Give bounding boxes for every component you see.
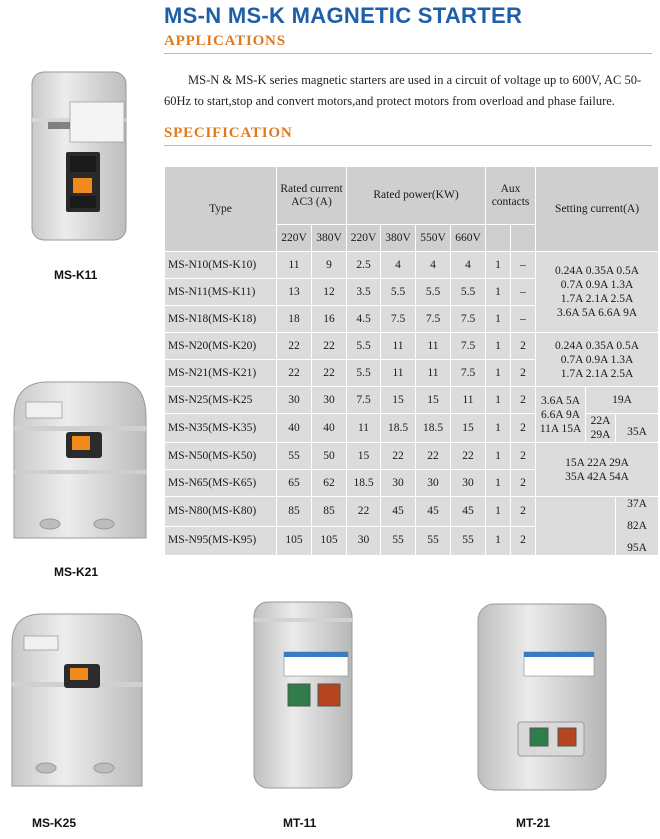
applications-text: MS-N & MS-K series magnetic starters are used in a circuit of voltage up to 600V, AC 50-60Hz to start,stop and convert motors,and protect motors from overload and phase failure. [164, 73, 642, 108]
cell-c380: 62 [312, 470, 347, 497]
cell-p380: 7.5 [381, 306, 416, 333]
cell-p380: 18.5 [381, 414, 416, 443]
cell-p380: 4 [381, 252, 416, 279]
setting-35a: 35A [616, 414, 659, 443]
cell-p220: 18.5 [347, 470, 381, 497]
setting-95a: 95A [627, 542, 647, 554]
cell-type: MS-N80(MS-K80) [165, 497, 277, 527]
cell-p220: 5.5 [347, 333, 381, 360]
header-rated-power: Rated power(KW) [347, 167, 486, 225]
cell-p220: 11 [347, 414, 381, 443]
setting-line: 3.6A 5A 6.6A 9A [556, 307, 638, 319]
sub-aux-2 [511, 225, 536, 252]
cell-c220: 11 [277, 252, 312, 279]
cell-type: MS-N20(MS-K20) [165, 333, 277, 360]
cell-aux1: 1 [486, 306, 511, 333]
ms-k25-photo [8, 608, 148, 794]
cell-p380: 45 [381, 497, 416, 527]
cell-c220: 85 [277, 497, 312, 527]
cell-c380: 30 [312, 387, 347, 414]
setting-line: 0.7A 0.9A 1.3A [560, 279, 634, 291]
cell-p380: 5.5 [381, 279, 416, 306]
cell-c380: 105 [312, 526, 347, 556]
table-row [165, 443, 659, 470]
cell-p380: 55 [381, 526, 416, 556]
cell-p220: 30 [347, 526, 381, 556]
page-title: MS-N MS-K MAGNETIC STARTER [164, 3, 523, 28]
cell-aux2: 2 [511, 360, 536, 387]
cell-aux2: – [511, 252, 536, 279]
cell-c380: 9 [312, 252, 347, 279]
cell-p660: 55 [451, 526, 486, 556]
cell-p660: 7.5 [451, 333, 486, 360]
cell-type: MS-N10(MS-K10) [165, 252, 277, 279]
header-aux-contacts: Aux contacts [486, 167, 536, 225]
setting-line: 15A 22A 29A [565, 456, 629, 469]
setting-group-3-left [536, 387, 586, 443]
cell-aux2: – [511, 306, 536, 333]
cell-p550: 4 [416, 252, 451, 279]
cell-p660: 11 [451, 387, 486, 414]
caption-ms-k25: MS-K25 [32, 816, 77, 830]
caption-ms-k11: MS-K11 [54, 268, 98, 282]
setting-group-1 [536, 252, 659, 333]
cell-type: MS-N95(MS-K95) [165, 526, 277, 556]
setting-22a-29a [586, 414, 616, 443]
setting-82a: 82A [627, 520, 647, 532]
sub-aux-1 [486, 225, 511, 252]
cell-p660: 4 [451, 252, 486, 279]
setting-line: 0.24A 0.35A 0.5A [555, 265, 640, 277]
sub-380v-current: 380V [312, 225, 347, 252]
cell-aux2: – [511, 279, 536, 306]
cell-c220: 22 [277, 333, 312, 360]
cell-aux1: 1 [486, 252, 511, 279]
header-setting-current: Setting current(A) [536, 167, 659, 252]
sub-380v-power: 380V [381, 225, 416, 252]
cell-p220: 22 [347, 497, 381, 527]
mt-11-photo [248, 598, 358, 794]
setting-group-2 [536, 333, 659, 387]
cell-p550: 5.5 [416, 279, 451, 306]
sub-550v-power: 550V [416, 225, 451, 252]
setting-line: 1.7A 2.1A 2.5A [560, 293, 634, 305]
cell-c220: 40 [277, 414, 312, 443]
cell-p550: 18.5 [416, 414, 451, 443]
cell-p550: 15 [416, 387, 451, 414]
cell-c220: 55 [277, 443, 312, 470]
cell-aux2: 2 [511, 526, 536, 556]
applications-rule [164, 53, 652, 54]
cell-c380: 50 [312, 443, 347, 470]
cell-p550: 45 [416, 497, 451, 527]
cell-aux1: 1 [486, 526, 511, 556]
setting-line: 0.24A 0.35A 0.5A [555, 339, 640, 352]
setting-22a: 22A [590, 415, 611, 427]
cell-aux1: 1 [486, 279, 511, 306]
cell-c380: 22 [312, 333, 347, 360]
specification-rule [164, 145, 652, 146]
sub-220v-power: 220V [347, 225, 381, 252]
setting-29a: 29A [590, 429, 611, 441]
cell-aux2: 2 [511, 333, 536, 360]
cell-p220: 4.5 [347, 306, 381, 333]
header-rated-current: Rated current AC3 (A) [277, 167, 347, 225]
setting-line: 3.6A 5A [541, 394, 581, 407]
cell-p550: 11 [416, 360, 451, 387]
cell-aux1: 1 [486, 333, 511, 360]
cell-type: MS-N25(MS-K25 [165, 387, 277, 414]
cell-p220: 2.5 [347, 252, 381, 279]
cell-aux2: 2 [511, 387, 536, 414]
ms-k11-photo [28, 70, 132, 246]
cell-p380: 30 [381, 470, 416, 497]
cell-c380: 85 [312, 497, 347, 527]
header-type: Type [165, 167, 277, 252]
setting-line: 0.7A 0.9A 1.3A [560, 353, 634, 366]
table-row [165, 497, 659, 527]
applications-heading: APPLICATIONS [164, 33, 286, 49]
cell-p380: 11 [381, 333, 416, 360]
cell-aux1: 1 [486, 360, 511, 387]
caption-mt-21: MT-21 [516, 816, 551, 830]
cell-p660: 45 [451, 497, 486, 527]
cell-c220: 65 [277, 470, 312, 497]
cell-p550: 30 [416, 470, 451, 497]
cell-c220: 13 [277, 279, 312, 306]
cell-type: MS-N18(MS-K18) [165, 306, 277, 333]
setting-group-4 [536, 443, 659, 497]
setting-line: 11A 15A [539, 422, 582, 435]
setting-37a: 37A [627, 498, 647, 510]
sub-220v-current: 220V [277, 225, 312, 252]
cell-c220: 105 [277, 526, 312, 556]
table-row [165, 387, 659, 414]
setting-line: 35A 42A 54A [565, 470, 629, 483]
cell-type: MS-N11(MS-K11) [165, 279, 277, 306]
cell-p220: 7.5 [347, 387, 381, 414]
setting-line: 6.6A 9A [541, 408, 581, 421]
cell-p220: 5.5 [347, 360, 381, 387]
cell-aux1: 1 [486, 387, 511, 414]
caption-ms-k21: MS-K21 [54, 565, 99, 579]
cell-p550: 55 [416, 526, 451, 556]
cell-c380: 40 [312, 414, 347, 443]
cell-aux1: 1 [486, 497, 511, 527]
cell-aux2: 2 [511, 414, 536, 443]
table-row [165, 333, 659, 360]
cell-p380: 11 [381, 360, 416, 387]
cell-p550: 22 [416, 443, 451, 470]
cell-aux2: 2 [511, 497, 536, 527]
cell-p660: 22 [451, 443, 486, 470]
cell-aux2: 2 [511, 470, 536, 497]
setting-blank [536, 497, 616, 556]
ms-k21-photo [8, 378, 152, 550]
cell-c380: 22 [312, 360, 347, 387]
cell-aux1: 1 [486, 443, 511, 470]
cell-p660: 7.5 [451, 360, 486, 387]
cell-type: MS-N65(MS-K65) [165, 470, 277, 497]
table-row [165, 252, 659, 279]
cell-aux1: 1 [486, 414, 511, 443]
specification-table [164, 166, 659, 556]
cell-p550: 11 [416, 333, 451, 360]
mt-21-photo [474, 600, 610, 796]
cell-c220: 22 [277, 360, 312, 387]
cell-type: MS-N21(MS-K21) [165, 360, 277, 387]
cell-c220: 30 [277, 387, 312, 414]
cell-aux1: 1 [486, 470, 511, 497]
cell-p660: 30 [451, 470, 486, 497]
cell-c220: 18 [277, 306, 312, 333]
cell-p380: 15 [381, 387, 416, 414]
cell-type: MS-N50(MS-K50) [165, 443, 277, 470]
sub-660v-power: 660V [451, 225, 486, 252]
cell-c380: 16 [312, 306, 347, 333]
setting-line: 1.7A 2.1A 2.5A [560, 367, 634, 380]
cell-c380: 12 [312, 279, 347, 306]
setting-19a: 19A [586, 387, 659, 414]
cell-p660: 5.5 [451, 279, 486, 306]
cell-aux2: 2 [511, 443, 536, 470]
cell-type: MS-N35(MS-K35) [165, 414, 277, 443]
cell-p220: 15 [347, 443, 381, 470]
specification-heading: SPECIFICATION [164, 125, 293, 141]
cell-p660: 7.5 [451, 306, 486, 333]
caption-mt-11: MT-11 [283, 816, 317, 830]
cell-p550: 7.5 [416, 306, 451, 333]
setting-group-5 [616, 497, 659, 556]
cell-p220: 3.5 [347, 279, 381, 306]
cell-p380: 22 [381, 443, 416, 470]
cell-p660: 15 [451, 414, 486, 443]
